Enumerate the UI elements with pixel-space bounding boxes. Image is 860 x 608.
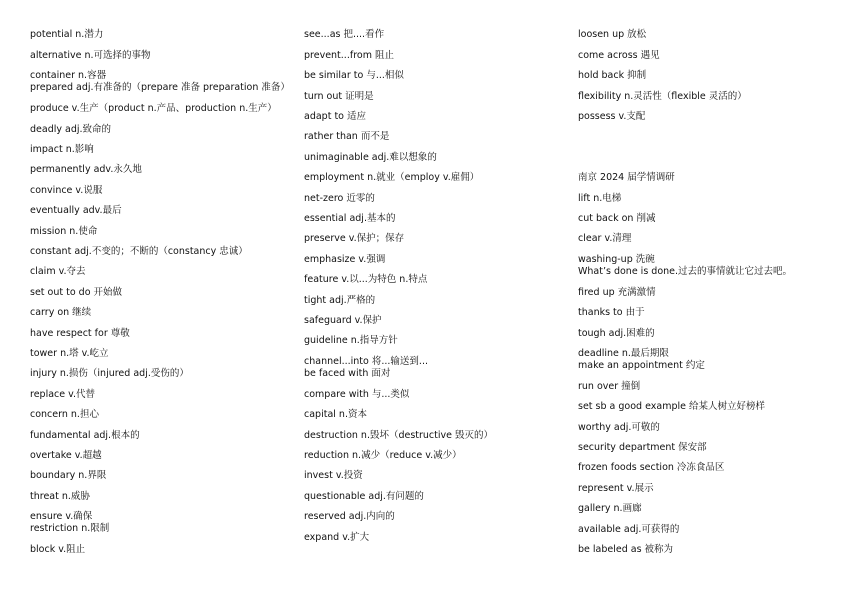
vocab-entry: turn out 证明是 — [304, 91, 374, 102]
vocab-entry: run over 撞倒 — [578, 381, 641, 392]
vocab-entry: guideline n.指导方针 — [304, 335, 398, 346]
vocab-entry: loosen up 放松 — [578, 29, 647, 40]
vocab-entry: be similar to 与...相似 — [304, 70, 404, 81]
vocab-entry: preserve v.保护；保存 — [304, 233, 405, 244]
vocab-entry: security department 保安部 — [578, 442, 707, 453]
vocab-entry: worthy adj.可敬的 — [578, 422, 660, 433]
vocab-entry: invest v.投资 — [304, 470, 363, 481]
vocab-entry: boundary n.界限 — [30, 470, 107, 481]
vocab-entry: prevent...from 阻止 — [304, 50, 394, 61]
vocab-entry: safeguard v.保护 — [304, 315, 382, 326]
vocab-entry: hold back 抑制 — [578, 70, 647, 81]
vocab-entry: set sb a good example 给某人树立好榜样 — [578, 401, 765, 412]
vocab-entry: tower n.塔 v.屹立 — [30, 348, 109, 359]
section-heading: 南京 2024 届学情调研 — [578, 172, 675, 183]
vocab-entry: destruction n.毁坏（destructive 毁灭的） — [304, 430, 494, 441]
vocab-entry: deadline n.最后期限 — [578, 348, 669, 359]
vocab-entry: injury n.损伤（injured adj.受伤的） — [30, 368, 189, 379]
vocab-entry: flexibility n.灵活性（flexible 灵活的） — [578, 91, 747, 102]
vocab-entry: reduction n.减少（reduce v.减少） — [304, 450, 462, 461]
vocab-entry: questionable adj.有问题的 — [304, 491, 424, 502]
vocab-entry: container n.容器 — [30, 70, 107, 81]
vocab-entry: emphasize v.强调 — [304, 254, 386, 265]
vocab-entry: come across 遇见 — [578, 50, 660, 61]
vocab-entry: see...as 把....看作 — [304, 29, 385, 40]
vocab-entry: tight adj.严格的 — [304, 295, 376, 306]
vocab-entry: channel...into 将...输送到... — [304, 356, 428, 367]
vocab-entry: ensure v.确保 — [30, 511, 93, 522]
vocab-entry: block v.阻止 — [30, 544, 86, 555]
vocab-entry: alternative n.可选择的事物 — [30, 50, 151, 61]
vocab-entry: permanently adv.永久地 — [30, 164, 142, 175]
vocab-entry: eventually adv.最后 — [30, 205, 122, 216]
vocab-entry: lift n.电梯 — [578, 193, 622, 204]
vocab-entry: prepared adj.有准备的（prepare 准备 preparation 准备） — [30, 82, 290, 93]
vocab-entry: threat n.威胁 — [30, 491, 90, 502]
vocab-entry: be faced with 面对 — [304, 368, 391, 379]
vocab-entry: washing-up 洗碗 — [578, 254, 655, 265]
vocab-entry: replace v.代替 — [30, 389, 96, 400]
vocab-entry: essential adj.基本的 — [304, 213, 396, 224]
vocab-entry: unimaginable adj.难以想象的 — [304, 152, 437, 163]
vocab-entry: clear v.清理 — [578, 233, 632, 244]
vocab-entry: capital n.资本 — [304, 409, 367, 420]
vocab-entry: available adj.可获得的 — [578, 524, 680, 535]
vocab-entry: make an appointment 约定 — [578, 360, 705, 371]
vocab-entry: restriction n.限制 — [30, 523, 110, 534]
vocab-entry: What’s done is done.过去的事情就让它过去吧。 — [578, 266, 793, 277]
vocab-entry: deadly adj.致命的 — [30, 124, 112, 135]
vocab-entry: cut back on 削减 — [578, 213, 656, 224]
vocab-entry: concern n.担心 — [30, 409, 99, 420]
vocab-entry: reserved adj.内向的 — [304, 511, 395, 522]
vocab-entry: have respect for 尊敬 — [30, 328, 130, 339]
vocab-entry: thanks to 由于 — [578, 307, 645, 318]
vocab-entry: overtake v.超越 — [30, 450, 102, 461]
vocab-entry: represent v.展示 — [578, 483, 654, 494]
vocab-entry: tough adj.困难的 — [578, 328, 655, 339]
vocab-entry: possess v.支配 — [578, 111, 646, 122]
vocab-entry: mission n.使命 — [30, 226, 98, 237]
vocab-entry: gallery n.画廊 — [578, 503, 642, 514]
vocab-entry: constant adj.不变的；不断的（constancy 忠诚） — [30, 246, 248, 257]
vocab-entry: feature v.以...为特色 n.特点 — [304, 274, 428, 285]
vocab-entry: rather than 而不是 — [304, 131, 390, 142]
vocab-entry: frozen foods section 冷冻食品区 — [578, 462, 725, 473]
vocab-entry: produce v.生产（product n.产品、production n.生产） — [30, 103, 277, 114]
vocab-entry: carry on 继续 — [30, 307, 92, 318]
vocab-entry: fundamental adj.根本的 — [30, 430, 140, 441]
vocab-entry: employment n.就业（employ v.雇佣） — [304, 172, 480, 183]
vocab-entry: expand v.扩大 — [304, 532, 370, 543]
vocab-entry: adapt to 适应 — [304, 111, 367, 122]
vocab-entry: net-zero 近零的 — [304, 193, 375, 204]
vocab-entry: convince v.说服 — [30, 185, 103, 196]
vocab-entry: fired up 充满激情 — [578, 287, 656, 298]
vocab-entry: claim v.夺去 — [30, 266, 86, 277]
vocab-entry: be labeled as 被称为 — [578, 544, 674, 555]
vocab-entry: set out to do 开始做 — [30, 287, 123, 298]
vocab-entry: compare with 与...类似 — [304, 389, 410, 400]
vocab-entry: impact n.影响 — [30, 144, 94, 155]
vocab-entry: potential n.潜力 — [30, 29, 104, 40]
